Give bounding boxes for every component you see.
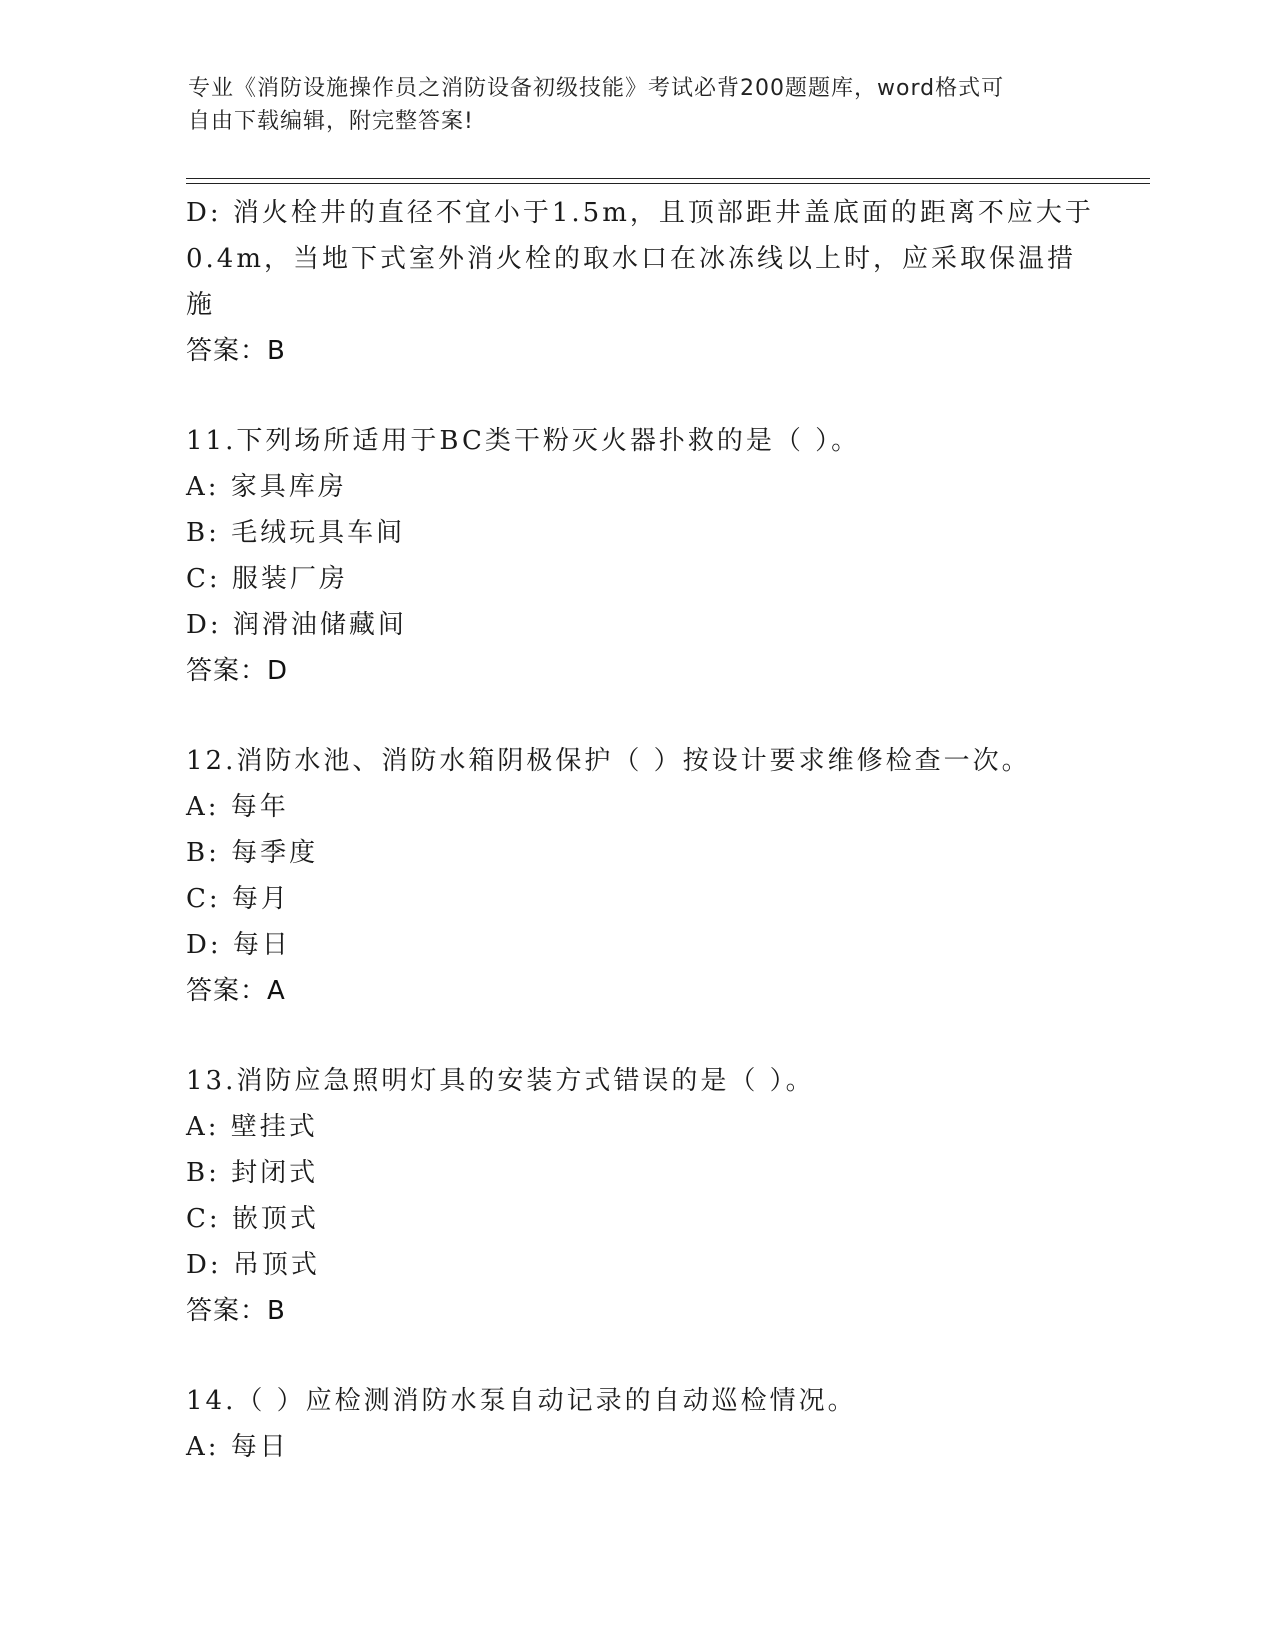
option-b: B: 封闭式 bbox=[186, 1158, 319, 1188]
question-block-12 bbox=[186, 738, 1086, 1014]
option-d-line-1: D: 消火栓井的直径不宜小于1.5m，且顶部距井盖底面的距离不应大于 bbox=[186, 198, 1094, 228]
document-header bbox=[188, 72, 1068, 138]
option-d: D: 吊顶式 bbox=[186, 1250, 320, 1280]
option-c: C: 嵌顶式 bbox=[186, 1204, 319, 1234]
question-spacer bbox=[186, 694, 1086, 738]
question-block-14 bbox=[186, 1378, 1086, 1470]
option-d: D: 润滑油储藏间 bbox=[186, 610, 407, 640]
header-divider-top bbox=[186, 178, 1150, 179]
question-stem: 12.消防水池、消防水箱阴极保护（ ）按设计要求维修检查一次。 bbox=[186, 746, 1031, 776]
header-title-line-2: 自由下载编辑，附完整答案! bbox=[188, 109, 474, 134]
option-d-line-2: 0.4m，当地下式室外消火栓的取水口在冰冻线以上时，应采取保温措 bbox=[186, 244, 1077, 274]
option-c: C: 每月 bbox=[186, 884, 290, 914]
option-a: A: 壁挂式 bbox=[186, 1112, 318, 1142]
question-list bbox=[186, 190, 1094, 1470]
option-a: A: 家具库房 bbox=[186, 472, 347, 502]
question-spacer bbox=[186, 1014, 1086, 1058]
header-divider-bottom bbox=[186, 183, 1150, 184]
question-stem: 14.（ ）应检测消防水泵自动记录的自动巡检情况。 bbox=[186, 1386, 857, 1416]
option-b: B: 每季度 bbox=[186, 838, 319, 868]
option-d: D: 每日 bbox=[186, 930, 291, 960]
question-block-13 bbox=[186, 1058, 1086, 1334]
question-block-11 bbox=[186, 418, 1086, 694]
option-d-line-3: 施 bbox=[186, 290, 216, 320]
answer-label: 答案：A bbox=[186, 976, 286, 1006]
header-title-line-1: 专业《消防设施操作员之消防设备初级技能》考试必背200题题库，word格式可 bbox=[188, 76, 1005, 101]
option-a: A: 每日 bbox=[186, 1432, 289, 1462]
option-a: A: 每年 bbox=[186, 792, 289, 822]
question-spacer bbox=[186, 1334, 1086, 1378]
answer-label: 答案：B bbox=[186, 1296, 286, 1326]
question-spacer bbox=[186, 374, 1086, 418]
answer-label: 答案：D bbox=[186, 656, 289, 686]
question-block-10 bbox=[186, 190, 1094, 374]
option-b: B: 毛绒玩具车间 bbox=[186, 518, 406, 548]
option-c: C: 服装厂房 bbox=[186, 564, 348, 594]
question-stem: 13.消防应急照明灯具的安装方式错误的是（ ）。 bbox=[186, 1066, 815, 1096]
answer-label: 答案：B bbox=[186, 336, 286, 366]
question-stem: 11.下列场所适用于BC类干粉灭火器扑救的是（ ）。 bbox=[186, 426, 861, 456]
